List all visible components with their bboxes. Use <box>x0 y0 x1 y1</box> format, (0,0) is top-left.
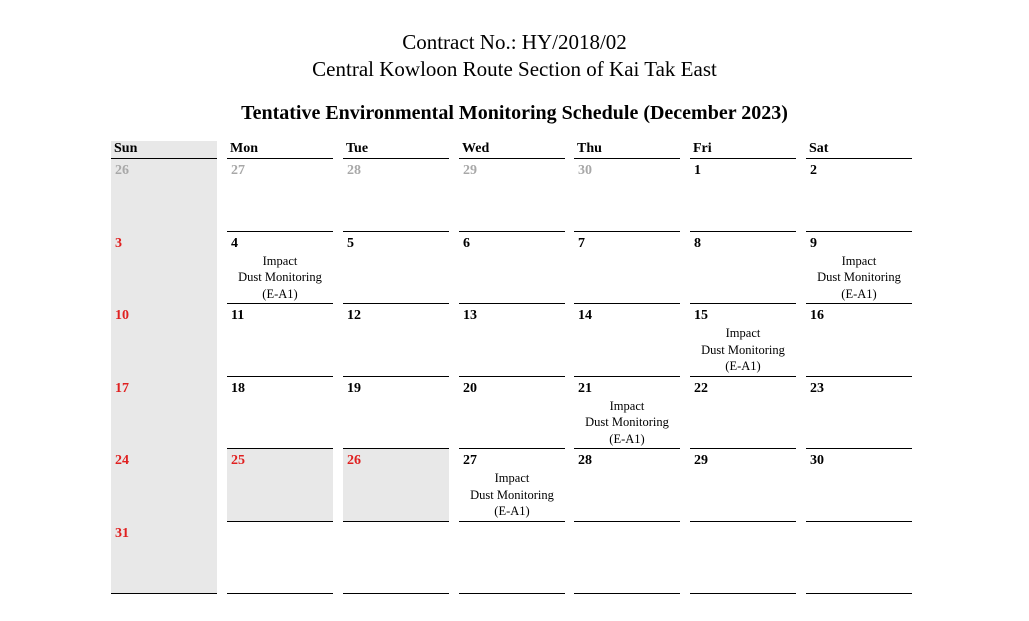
weekday-header-tue: Tue <box>346 141 369 156</box>
day-number: 19 <box>347 380 361 396</box>
day-number: 16 <box>810 308 824 323</box>
day-number: 4 <box>231 235 238 251</box>
day-number: 28 <box>347 163 361 178</box>
day-cell <box>690 304 796 377</box>
day-cell <box>459 449 565 522</box>
weekday-header-fri: Fri <box>693 141 712 156</box>
day-number: 21 <box>578 380 592 396</box>
event-line: Impact <box>841 253 877 268</box>
day-cell <box>343 522 449 595</box>
monitoring-event <box>690 325 796 375</box>
weekday-header-thu: Thu <box>577 141 602 156</box>
day-cell <box>459 377 565 450</box>
day-number: 26 <box>115 163 129 178</box>
cell-rule <box>227 593 333 594</box>
day-cell <box>111 232 217 305</box>
day-cell <box>227 159 333 232</box>
monitoring-event <box>459 470 565 520</box>
event-line: (E-A1) <box>725 359 761 373</box>
day-cell <box>343 449 449 522</box>
schedule-title: Tentative Environmental Monitoring Schedule (December 2023) <box>241 102 788 124</box>
day-cell <box>459 304 565 377</box>
cell-rule <box>111 593 217 594</box>
day-cell <box>111 522 217 595</box>
day-cell <box>690 377 796 450</box>
day-number: 29 <box>694 453 708 468</box>
event-line: (E-A1) <box>494 504 530 518</box>
day-number: 3 <box>115 235 122 251</box>
event-line: Impact <box>725 326 761 340</box>
cell-rule <box>459 593 565 594</box>
day-cell <box>690 449 796 522</box>
day-cell <box>806 449 912 522</box>
weekday-header-sun: Sun <box>111 141 217 159</box>
day-number: 27 <box>231 163 245 178</box>
day-number: 22 <box>694 380 708 396</box>
day-cell <box>227 304 333 377</box>
event-line: (E-A1) <box>841 286 877 301</box>
day-cell <box>574 159 680 232</box>
event-line: Impact <box>609 398 645 413</box>
day-cell <box>227 449 333 522</box>
day-cell <box>574 449 680 522</box>
day-number: 1 <box>694 163 701 178</box>
day-cell <box>111 159 217 232</box>
day-number: 23 <box>810 380 824 396</box>
day-cell <box>574 522 680 595</box>
day-number: 24 <box>115 453 129 468</box>
day-number: 11 <box>231 308 245 323</box>
day-number: 28 <box>578 453 592 468</box>
cell-rule <box>806 593 912 594</box>
event-line: Dust Monitoring <box>238 270 322 284</box>
day-number: 30 <box>578 163 592 178</box>
event-line: Impact <box>494 471 530 485</box>
day-cell <box>227 232 333 305</box>
day-number: 7 <box>578 235 585 251</box>
day-cell <box>111 304 217 377</box>
contract-number: Contract No.: HY/2018/02 <box>402 30 627 54</box>
day-cell <box>343 304 449 377</box>
monitoring-event <box>227 253 333 303</box>
day-number: 26 <box>347 453 361 468</box>
day-cell <box>111 377 217 450</box>
weekday-header-wed: Wed <box>462 141 490 156</box>
day-number: 30 <box>810 453 824 468</box>
day-cell <box>574 232 680 305</box>
event-line: Dust Monitoring <box>585 415 669 429</box>
day-cell <box>690 232 796 305</box>
monitoring-event <box>806 253 912 303</box>
cell-rule <box>343 593 449 594</box>
day-number: 13 <box>463 308 477 323</box>
day-cell <box>806 377 912 450</box>
day-cell <box>227 522 333 595</box>
day-number: 12 <box>347 308 361 323</box>
day-number: 27 <box>463 453 477 468</box>
event-line: Dust Monitoring <box>470 487 554 502</box>
day-number: 5 <box>347 235 354 251</box>
day-cell <box>343 159 449 232</box>
day-cell <box>690 522 796 595</box>
event-line: Dust Monitoring <box>817 270 901 284</box>
event-line: (E-A1) <box>262 286 298 301</box>
day-number: 14 <box>578 308 592 323</box>
event-line: Dust Monitoring <box>701 342 785 357</box>
day-number: 15 <box>694 308 708 323</box>
day-number: 31 <box>115 525 129 541</box>
event-line: (E-A1) <box>609 431 645 446</box>
day-number: 17 <box>115 380 129 396</box>
day-cell <box>459 232 565 305</box>
day-cell <box>459 522 565 595</box>
cell-rule <box>574 593 680 594</box>
day-cell <box>343 377 449 450</box>
day-cell <box>806 232 912 305</box>
day-cell <box>690 159 796 232</box>
day-number: 9 <box>810 235 817 251</box>
monitoring-event <box>574 398 680 448</box>
day-cell <box>459 159 565 232</box>
day-cell <box>806 159 912 232</box>
day-cell <box>806 304 912 377</box>
project-section: Central Kowloon Route Section of Kai Tak East <box>312 57 717 81</box>
day-number: 10 <box>115 308 129 323</box>
day-cell <box>574 377 680 450</box>
cell-rule <box>690 593 796 594</box>
day-number: 29 <box>463 163 477 178</box>
day-cell <box>343 232 449 305</box>
day-number: 20 <box>463 380 477 396</box>
day-cell <box>574 304 680 377</box>
day-number: 2 <box>810 163 817 178</box>
weekday-header-mon: Mon <box>230 141 258 156</box>
day-cell <box>806 522 912 595</box>
day-number: 8 <box>694 235 701 251</box>
day-number: 6 <box>463 235 470 251</box>
day-number: 18 <box>231 380 245 396</box>
event-line: Impact <box>262 253 298 268</box>
day-number: 25 <box>231 453 245 468</box>
weekday-header-sat: Sat <box>809 141 829 156</box>
day-cell <box>227 377 333 450</box>
day-cell <box>111 449 217 522</box>
